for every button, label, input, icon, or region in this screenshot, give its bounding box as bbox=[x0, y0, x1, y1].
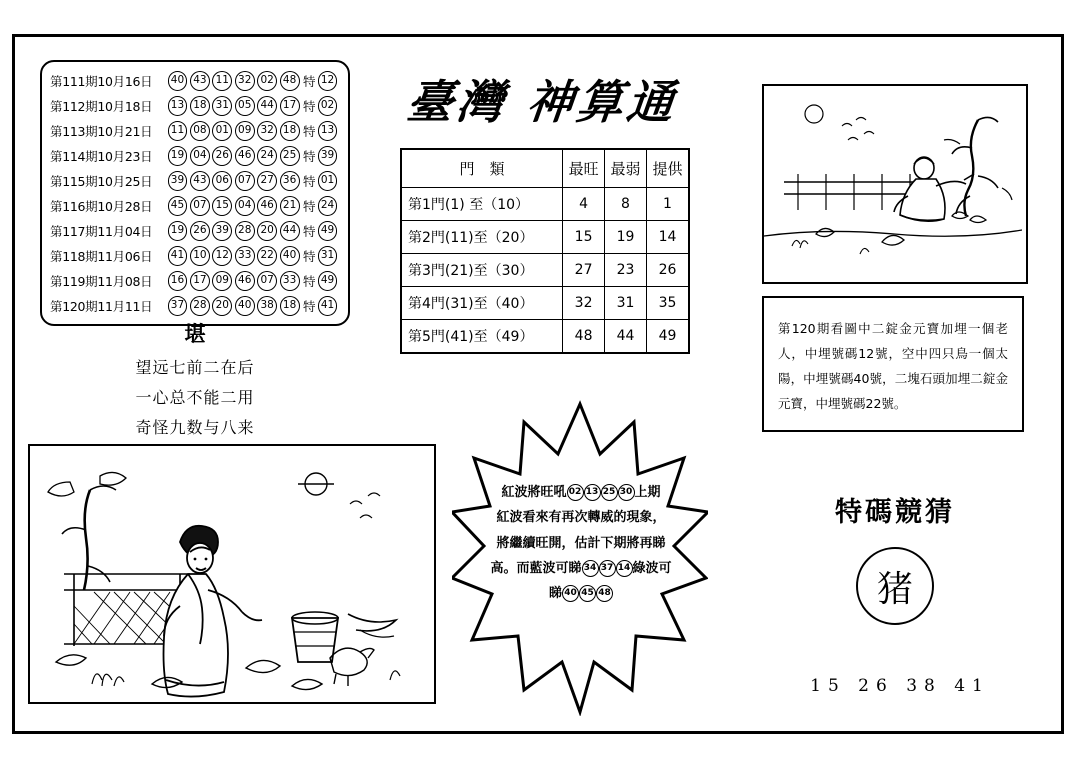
starburst-line1-b: 上期 bbox=[634, 485, 661, 500]
gate-tip: 35 bbox=[646, 287, 689, 320]
gate-label: 第3門(21)至（30） bbox=[401, 254, 563, 287]
table-row bbox=[50, 143, 340, 168]
ball: 45 bbox=[168, 196, 188, 216]
special-ball: 49 bbox=[318, 271, 338, 291]
gate-hot: 15 bbox=[563, 221, 605, 254]
draw-date: 第115期10月25日 bbox=[50, 173, 153, 189]
starburst-line4-b: 綠波可 bbox=[632, 561, 672, 577]
draw-history-table bbox=[40, 60, 350, 326]
ball: 05 bbox=[235, 96, 255, 116]
ball: 39 bbox=[212, 221, 232, 241]
special-ball: 49 bbox=[318, 221, 338, 241]
gate-label: 第1門(1) 至（10） bbox=[401, 188, 563, 221]
starburst-block bbox=[452, 400, 708, 716]
gate-label: 第2門(11)至（20） bbox=[401, 221, 563, 254]
note-text: 第120期看圖中二錠金元寶加埋一個老人，中埋號碼12號，空中四只鳥一個太陽，中埋號碼40號，二塊石頭加埋二錠金元寶，中埋號碼22號。 bbox=[778, 321, 1008, 411]
gate-hot: 32 bbox=[563, 287, 605, 320]
ball: 19 bbox=[168, 146, 188, 166]
ball: 43 bbox=[190, 171, 210, 191]
ball: 40 bbox=[280, 246, 300, 266]
draw-date: 第117期11月04日 bbox=[50, 223, 153, 239]
num-chip: 34 bbox=[582, 560, 599, 577]
gate-stats-table bbox=[400, 148, 690, 354]
ball: 01 bbox=[212, 121, 232, 141]
table-row bbox=[50, 243, 340, 268]
special-guess-title: 特碼競猜 bbox=[835, 497, 955, 528]
starburst-line-1 bbox=[486, 480, 676, 505]
ball: 06 bbox=[212, 171, 232, 191]
special-label: 特 bbox=[303, 198, 316, 214]
ball: 17 bbox=[280, 96, 300, 116]
lucky-numbers: 15 26 38 41 bbox=[810, 676, 990, 696]
ball: 41 bbox=[168, 246, 188, 266]
ball: 28 bbox=[235, 221, 255, 241]
gate-tip: 1 bbox=[646, 188, 689, 221]
ball: 07 bbox=[235, 171, 255, 191]
special-ball: 02 bbox=[318, 96, 338, 116]
ink-painting-sage-with-treasure bbox=[762, 84, 1028, 284]
table-row bbox=[50, 68, 340, 93]
ball: 46 bbox=[257, 196, 277, 216]
special-ball: 39 bbox=[318, 146, 338, 166]
table-row bbox=[401, 320, 689, 354]
starburst-line1-a: 紅波將旺吼 bbox=[501, 485, 567, 500]
draw-date: 第114期10月23日 bbox=[50, 148, 153, 164]
ball: 11 bbox=[168, 121, 188, 141]
zodiac-badge: 猪 bbox=[856, 547, 934, 625]
draw-date: 第119期11月08日 bbox=[50, 273, 153, 289]
ball: 25 bbox=[280, 146, 300, 166]
ball: 19 bbox=[168, 221, 188, 241]
num-chip: 48 bbox=[596, 585, 613, 602]
draw-date: 第112期10月18日 bbox=[50, 98, 153, 114]
special-ball: 13 bbox=[318, 121, 338, 141]
gate-tip: 49 bbox=[646, 320, 689, 354]
gate-hot: 48 bbox=[563, 320, 605, 354]
special-ball: 31 bbox=[318, 246, 338, 266]
table-row bbox=[50, 268, 340, 293]
ball: 17 bbox=[190, 271, 210, 291]
draw-date: 第118期11月06日 bbox=[50, 248, 153, 264]
ball: 15 bbox=[212, 196, 232, 216]
gate-tip: 14 bbox=[646, 221, 689, 254]
special-label: 特 bbox=[303, 223, 316, 239]
ball: 27 bbox=[257, 171, 277, 191]
table-row bbox=[50, 168, 340, 193]
table-row bbox=[401, 287, 689, 320]
table-row bbox=[50, 293, 340, 318]
num-chip: 25 bbox=[601, 484, 618, 501]
ball: 13 bbox=[168, 96, 188, 116]
num-chip: 37 bbox=[599, 560, 616, 577]
table-row bbox=[401, 254, 689, 287]
special-ball: 41 bbox=[318, 296, 338, 316]
ball: 22 bbox=[257, 246, 277, 266]
poem-line: 望远七前二在后 bbox=[135, 358, 255, 377]
special-label: 特 bbox=[303, 123, 316, 139]
ball: 26 bbox=[212, 146, 232, 166]
ball: 46 bbox=[235, 271, 255, 291]
num-chip: 30 bbox=[618, 484, 635, 501]
draw-date: 第113期10月21日 bbox=[50, 123, 153, 139]
table-row bbox=[50, 93, 340, 118]
gate-cold: 31 bbox=[605, 287, 647, 320]
ball: 33 bbox=[280, 271, 300, 291]
gate-label: 第5門(41)至（49） bbox=[401, 320, 563, 354]
painting-top-right-svg bbox=[764, 86, 1022, 278]
special-label: 特 bbox=[303, 298, 316, 314]
table-row bbox=[401, 188, 689, 221]
masthead-text: 臺灣 神算通 bbox=[404, 75, 680, 129]
special-guess-block bbox=[770, 490, 1020, 625]
starburst-line-2: 紅波看來有再次轉威的現象， bbox=[496, 510, 666, 526]
starburst-line-3: 將繼續旺開，估計下期將再睇 bbox=[496, 535, 666, 551]
table-row bbox=[50, 218, 340, 243]
special-label: 特 bbox=[303, 98, 316, 114]
gate-cold: 44 bbox=[605, 320, 647, 354]
poem-title: 堪 bbox=[184, 322, 206, 346]
gate-cold: 19 bbox=[605, 221, 647, 254]
ball: 37 bbox=[168, 296, 188, 316]
ball: 18 bbox=[190, 96, 210, 116]
ball: 44 bbox=[280, 221, 300, 241]
table-header-row bbox=[401, 149, 689, 188]
ball: 24 bbox=[257, 146, 277, 166]
table-row bbox=[50, 118, 340, 143]
special-ball: 12 bbox=[318, 71, 338, 91]
ball: 38 bbox=[257, 296, 277, 316]
col-header-tip: 提供 bbox=[646, 149, 689, 188]
special-label: 特 bbox=[303, 248, 316, 264]
ball: 09 bbox=[235, 121, 255, 141]
num-chip: 14 bbox=[616, 560, 633, 577]
painting-bottom-left-svg bbox=[30, 446, 430, 698]
col-header-cold: 最弱 bbox=[605, 149, 647, 188]
draw-date: 第120期11月11日 bbox=[50, 298, 153, 314]
ball: 18 bbox=[280, 296, 300, 316]
ball: 07 bbox=[257, 271, 277, 291]
ball: 36 bbox=[280, 171, 300, 191]
ball: 08 bbox=[190, 121, 210, 141]
starburst-line4-a: 高。而藍波可睇 bbox=[490, 561, 582, 577]
draw-date: 第111期10月16日 bbox=[50, 73, 153, 89]
ball: 09 bbox=[212, 271, 232, 291]
ball: 26 bbox=[190, 221, 210, 241]
ball: 32 bbox=[235, 71, 255, 91]
ball: 43 bbox=[190, 71, 210, 91]
ball: 20 bbox=[212, 296, 232, 316]
ball: 11 bbox=[212, 71, 232, 91]
gate-hot: 27 bbox=[563, 254, 605, 287]
gate-cold: 23 bbox=[605, 254, 647, 287]
ball: 04 bbox=[235, 196, 255, 216]
starburst-line-4 bbox=[486, 556, 676, 581]
col-header-hot: 最旺 bbox=[563, 149, 605, 188]
ball: 28 bbox=[190, 296, 210, 316]
ball: 04 bbox=[190, 146, 210, 166]
gate-hot: 4 bbox=[563, 188, 605, 221]
table-row bbox=[50, 193, 340, 218]
ball: 33 bbox=[235, 246, 255, 266]
gate-tip: 26 bbox=[646, 254, 689, 287]
num-chip: 13 bbox=[584, 484, 601, 501]
ball: 48 bbox=[280, 71, 300, 91]
ball: 21 bbox=[280, 196, 300, 216]
num-chip: 02 bbox=[567, 484, 584, 501]
ink-painting-scholar-by-fence bbox=[28, 444, 436, 704]
ball: 12 bbox=[212, 246, 232, 266]
ball: 20 bbox=[257, 221, 277, 241]
ball: 02 bbox=[257, 71, 277, 91]
ball: 44 bbox=[257, 96, 277, 116]
draw-date: 第116期10月28日 bbox=[50, 198, 153, 214]
special-label: 特 bbox=[303, 273, 316, 289]
ball: 07 bbox=[190, 196, 210, 216]
starburst-text bbox=[486, 480, 676, 607]
table-row bbox=[401, 221, 689, 254]
starburst-line5-a: 睇 bbox=[548, 586, 562, 602]
ball: 39 bbox=[168, 171, 188, 191]
gate-cold: 8 bbox=[605, 188, 647, 221]
ball: 31 bbox=[212, 96, 232, 116]
ball: 40 bbox=[168, 71, 188, 91]
special-label: 特 bbox=[303, 148, 316, 164]
special-ball: 24 bbox=[318, 196, 338, 216]
ball: 40 bbox=[235, 296, 255, 316]
special-label: 特 bbox=[303, 173, 316, 189]
special-label: 特 bbox=[303, 73, 316, 89]
starburst-line-5 bbox=[486, 581, 676, 606]
ball: 46 bbox=[235, 146, 255, 166]
page-title bbox=[372, 62, 712, 142]
ball: 32 bbox=[257, 121, 277, 141]
poem-line: 奇怪九数与八来 bbox=[135, 418, 255, 437]
ball: 16 bbox=[168, 271, 188, 291]
num-chip: 40 bbox=[562, 585, 579, 602]
col-header-gate: 門 類 bbox=[401, 149, 563, 188]
note-box bbox=[762, 296, 1024, 432]
ball: 18 bbox=[280, 121, 300, 141]
num-chip: 45 bbox=[579, 585, 596, 602]
gate-label: 第4門(31)至（40） bbox=[401, 287, 563, 320]
special-ball: 01 bbox=[318, 171, 338, 191]
poem-line: 一心总不能二用 bbox=[135, 388, 255, 407]
ball: 10 bbox=[190, 246, 210, 266]
